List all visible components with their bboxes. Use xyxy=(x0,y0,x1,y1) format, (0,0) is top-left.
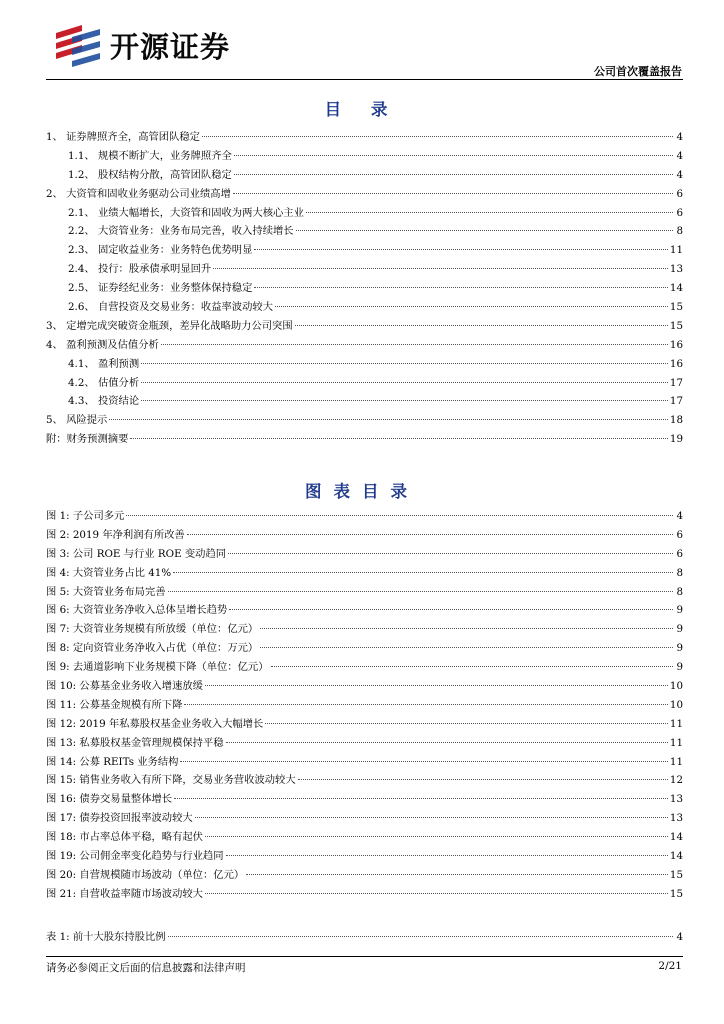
toc-entry[interactable] xyxy=(46,392,683,411)
toc-leader-dots xyxy=(226,742,668,743)
toc-leader-dots xyxy=(295,325,668,326)
toc-entry-page: 9 xyxy=(676,623,683,636)
toc-entry-page: 13 xyxy=(669,812,683,825)
toc-leader-dots xyxy=(205,836,668,837)
toc-entry[interactable] xyxy=(46,658,683,677)
toc-leader-dots xyxy=(226,855,668,856)
toc-leader-dots xyxy=(187,534,673,535)
toc-entry[interactable] xyxy=(46,430,683,449)
toc-entry-label: 图 15: 销售业务收入有所下降，交易业务营收波动较大 xyxy=(46,774,296,787)
toc-entry-label: 图 13: 私募股权基金管理规模保持平稳 xyxy=(46,736,224,749)
toc-entry-page: 13 xyxy=(669,263,683,276)
figures-list xyxy=(46,507,683,904)
toc-leader-dots xyxy=(130,438,668,439)
toc-entry-label: 图 14: 公募 REITs 业务结构 xyxy=(46,755,179,768)
toc-entry-label: 附：财务预测摘要 xyxy=(46,433,129,446)
toc-leader-dots xyxy=(275,306,668,307)
toc-entry-page: 11 xyxy=(669,736,683,749)
toc-leader-dots xyxy=(195,817,668,818)
toc-entry-page: 8 xyxy=(676,585,683,598)
toc-entry[interactable] xyxy=(46,204,683,223)
toc-entry[interactable] xyxy=(46,545,683,564)
report-type-label: 公司首次覆盖报告 xyxy=(594,65,682,78)
toc-entry-page: 17 xyxy=(669,395,683,408)
footer-disclaimer: 请务必参阅正文后面的信息披露和法律声明 xyxy=(46,962,246,974)
toc-entry[interactable] xyxy=(46,601,683,620)
toc-entry-page: 10 xyxy=(669,698,683,711)
toc-leader-dots xyxy=(141,400,668,401)
toc-entry-label: 图 2: 2019 年净利润有所改善 xyxy=(46,528,185,541)
toc-entry-label: 2.3、 固定收益业务：业务特色优势明显 xyxy=(68,244,253,257)
toc-entry-page: 11 xyxy=(669,755,683,768)
page-number: 2/21 xyxy=(658,960,682,972)
toc-leader-dots xyxy=(229,609,673,610)
toc-leader-dots xyxy=(184,704,668,705)
toc-entry-page: 14 xyxy=(669,850,683,863)
toc-entry-page: 4 xyxy=(676,510,683,522)
toc-entry[interactable] xyxy=(46,753,683,772)
toc-leader-dots xyxy=(161,344,668,345)
toc-entry[interactable] xyxy=(46,790,683,809)
toc-entry[interactable] xyxy=(46,734,683,753)
toc-entry-page: 4 xyxy=(676,131,683,143)
toc-leader-dots xyxy=(265,723,668,724)
toc-leader-dots xyxy=(228,553,673,554)
toc-entry-label: 图 19: 公司佣金率变化趋势与行业趋同 xyxy=(46,850,224,863)
toc-entry[interactable] xyxy=(46,583,683,602)
toc-entry[interactable] xyxy=(46,809,683,828)
toc-entry[interactable] xyxy=(46,526,683,545)
toc-entry-label: 2.1、 业绩大幅增长，大资管和固收为两大核心主业 xyxy=(68,206,304,219)
toc-entry[interactable] xyxy=(46,222,683,241)
toc-leader-dots xyxy=(141,382,668,383)
toc-entry-label: 3、 定增完成突破资金瓶颈，差异化战略助力公司突围 xyxy=(46,319,293,332)
toc-entry[interactable] xyxy=(46,411,683,430)
toc-leader-dots xyxy=(109,419,668,420)
toc-leader-dots xyxy=(168,591,673,592)
toc-entry-label: 图 21: 自营收益率随市场波动较大 xyxy=(46,887,203,900)
toc-entry-page: 6 xyxy=(676,187,683,200)
toc-entry-label: 图 5: 大资管业务布局完善 xyxy=(46,585,166,598)
toc-entry-label: 1.1、 规模不断扩大，业务牌照齐全 xyxy=(68,149,232,162)
toc-entry-page: 4 xyxy=(676,149,683,162)
toc-entry-label: 图 20: 自营规模随市场波动（单位：亿元） xyxy=(46,868,245,881)
toc-entry-page: 8 xyxy=(676,225,683,238)
toc-entry-label: 4、 盈利预测及估值分析 xyxy=(46,338,159,351)
toc-entry[interactable] xyxy=(46,564,683,583)
toc-entry[interactable] xyxy=(46,715,683,734)
toc-entry-label: 图 8: 定向资管业务净收入占优（单位：万元） xyxy=(46,642,259,655)
toc-leader-dots xyxy=(233,193,673,194)
toc-leader-dots xyxy=(168,936,673,937)
toc-entry-page: 10 xyxy=(669,680,683,693)
toc-entry-label: 4.1、 盈利预测 xyxy=(68,357,140,370)
toc-entry-page: 8 xyxy=(676,566,683,579)
toc-entry-label: 图 7: 大资管业务规模有所放缓（单位：亿元） xyxy=(46,623,259,636)
toc-leader-dots xyxy=(260,647,673,648)
toc-entry-label: 图 10: 公募基金业务收入增速放缓 xyxy=(46,680,203,693)
toc-entry-label: 图 6: 大资管业务净收入总体呈增长趋势 xyxy=(46,604,228,617)
toc-entry[interactable] xyxy=(46,928,683,947)
contents-title: 目 录 xyxy=(324,100,400,119)
toc-entry-page: 4 xyxy=(676,168,683,181)
toc-leader-dots xyxy=(234,174,673,175)
toc-entry-label: 1、 证券牌照齐全，高管团队稳定 xyxy=(46,131,200,143)
toc-entry[interactable] xyxy=(46,507,683,526)
toc-entry-page: 6 xyxy=(676,528,683,541)
toc-entry[interactable] xyxy=(46,355,683,374)
toc-entry-label: 图 18: 市占率总体平稳，略有起伏 xyxy=(46,831,203,844)
toc-leader-dots xyxy=(271,666,673,667)
toc-entry[interactable] xyxy=(46,128,683,147)
toc-entry-label: 4.3、 投资结论 xyxy=(68,395,140,408)
toc-entry-label: 2.4、 投行：股承债承明显回升 xyxy=(68,263,212,276)
toc-leader-dots xyxy=(296,230,673,231)
toc-entry-page: 15 xyxy=(669,301,683,314)
toc-leader-dots xyxy=(180,761,667,762)
toc-leader-dots xyxy=(141,363,668,364)
toc-entry[interactable] xyxy=(46,185,683,204)
toc-leader-dots xyxy=(173,572,673,573)
toc-entry-label: 表 1: 前十大股东持股比例 xyxy=(46,931,166,943)
toc-entry[interactable] xyxy=(46,336,683,355)
toc-entry[interactable] xyxy=(46,847,683,866)
toc-entry[interactable] xyxy=(46,374,683,393)
toc-entry-page: 9 xyxy=(676,604,683,617)
toc-entry-page: 15 xyxy=(669,887,683,900)
toc-leader-dots xyxy=(234,155,673,156)
toc-entry[interactable] xyxy=(46,298,683,317)
toc-leader-dots xyxy=(205,893,668,894)
toc-entry-page: 11 xyxy=(669,717,683,730)
toc-leader-dots xyxy=(254,287,667,288)
contents-list xyxy=(46,128,683,449)
toc-leader-dots xyxy=(202,136,673,137)
toc-entry-label: 2.5、 证券经纪业务：业务整体保持稳定 xyxy=(68,282,253,295)
logo-text: 开源证券 xyxy=(110,29,231,64)
toc-entry-label: 图 4: 大资管业务占比 41% xyxy=(46,566,172,579)
toc-entry-page: 14 xyxy=(669,831,683,844)
toc-entry-label: 4.2、 估值分析 xyxy=(68,376,140,389)
company-logo xyxy=(52,22,262,68)
toc-entry[interactable] xyxy=(46,620,683,639)
footer-divider xyxy=(46,956,683,957)
toc-entry-page: 12 xyxy=(669,774,683,787)
toc-entry-page: 6 xyxy=(676,547,683,560)
toc-entry-page: 4 xyxy=(676,931,683,943)
toc-entry-label: 5、 风险提示 xyxy=(46,414,108,427)
toc-entry-page: 9 xyxy=(676,661,683,674)
toc-entry[interactable] xyxy=(46,166,683,185)
toc-leader-dots xyxy=(174,798,668,799)
header-divider xyxy=(46,79,683,80)
toc-entry-label: 图 17: 债券投资回报率波动较大 xyxy=(46,812,193,825)
toc-entry-label: 2、 大资管和固收业务驱动公司业绩高增 xyxy=(46,187,231,200)
toc-entry-page: 16 xyxy=(669,357,683,370)
toc-entry[interactable] xyxy=(46,866,683,885)
toc-entry-page: 6 xyxy=(676,206,683,219)
toc-leader-dots xyxy=(260,628,673,629)
logo-mark-icon xyxy=(52,23,104,67)
toc-entry[interactable] xyxy=(46,677,683,696)
toc-leader-dots xyxy=(298,779,668,780)
toc-entry-label: 图 3: 公司 ROE 与行业 ROE 变动趋同 xyxy=(46,547,227,560)
toc-leader-dots xyxy=(306,212,673,213)
toc-leader-dots xyxy=(246,874,668,875)
toc-entry-page: 19 xyxy=(669,433,683,446)
toc-entry-page: 15 xyxy=(669,868,683,881)
toc-leader-dots xyxy=(205,685,668,686)
toc-entry-label: 图 9: 去通道影响下业务规模下降（单位：亿元） xyxy=(46,661,269,674)
toc-entry[interactable] xyxy=(46,639,683,658)
toc-entry[interactable] xyxy=(46,147,683,166)
toc-entry-page: 16 xyxy=(669,338,683,351)
figures-title: 图表目录 xyxy=(305,482,419,501)
toc-entry[interactable] xyxy=(46,260,683,279)
toc-entry-label: 图 12: 2019 年私募股权基金业务收入大幅增长 xyxy=(46,717,264,730)
toc-entry[interactable] xyxy=(46,241,683,260)
toc-leader-dots xyxy=(254,249,667,250)
toc-leader-dots xyxy=(213,268,668,269)
toc-entry-label: 2.2、 大资管业务：业务布局完善，收入持续增长 xyxy=(68,225,294,238)
toc-entry[interactable] xyxy=(46,771,683,790)
toc-leader-dots xyxy=(126,515,673,516)
tables-list xyxy=(46,928,683,947)
toc-entry-page: 18 xyxy=(669,414,683,427)
toc-entry[interactable] xyxy=(46,696,683,715)
toc-entry-page: 17 xyxy=(669,376,683,389)
toc-entry-page: 11 xyxy=(669,244,683,257)
toc-entry-page: 15 xyxy=(669,319,683,332)
toc-entry-page: 13 xyxy=(669,793,683,806)
toc-entry-page: 9 xyxy=(676,642,683,655)
toc-entry[interactable] xyxy=(46,828,683,847)
toc-entry[interactable] xyxy=(46,885,683,904)
toc-entry-label: 1.2、 股权结构分散，高管团队稳定 xyxy=(68,168,232,181)
toc-entry[interactable] xyxy=(46,279,683,298)
toc-entry[interactable] xyxy=(46,317,683,336)
toc-entry-page: 14 xyxy=(669,282,683,295)
toc-entry-label: 图 11: 公募基金规模有所下降 xyxy=(46,698,183,711)
toc-entry-label: 图 16: 债券交易量整体增长 xyxy=(46,793,173,806)
toc-entry-label: 2.6、 自营投资及交易业务：收益率波动较大 xyxy=(68,301,273,314)
toc-entry-label: 图 1: 子公司多元 xyxy=(46,510,125,522)
